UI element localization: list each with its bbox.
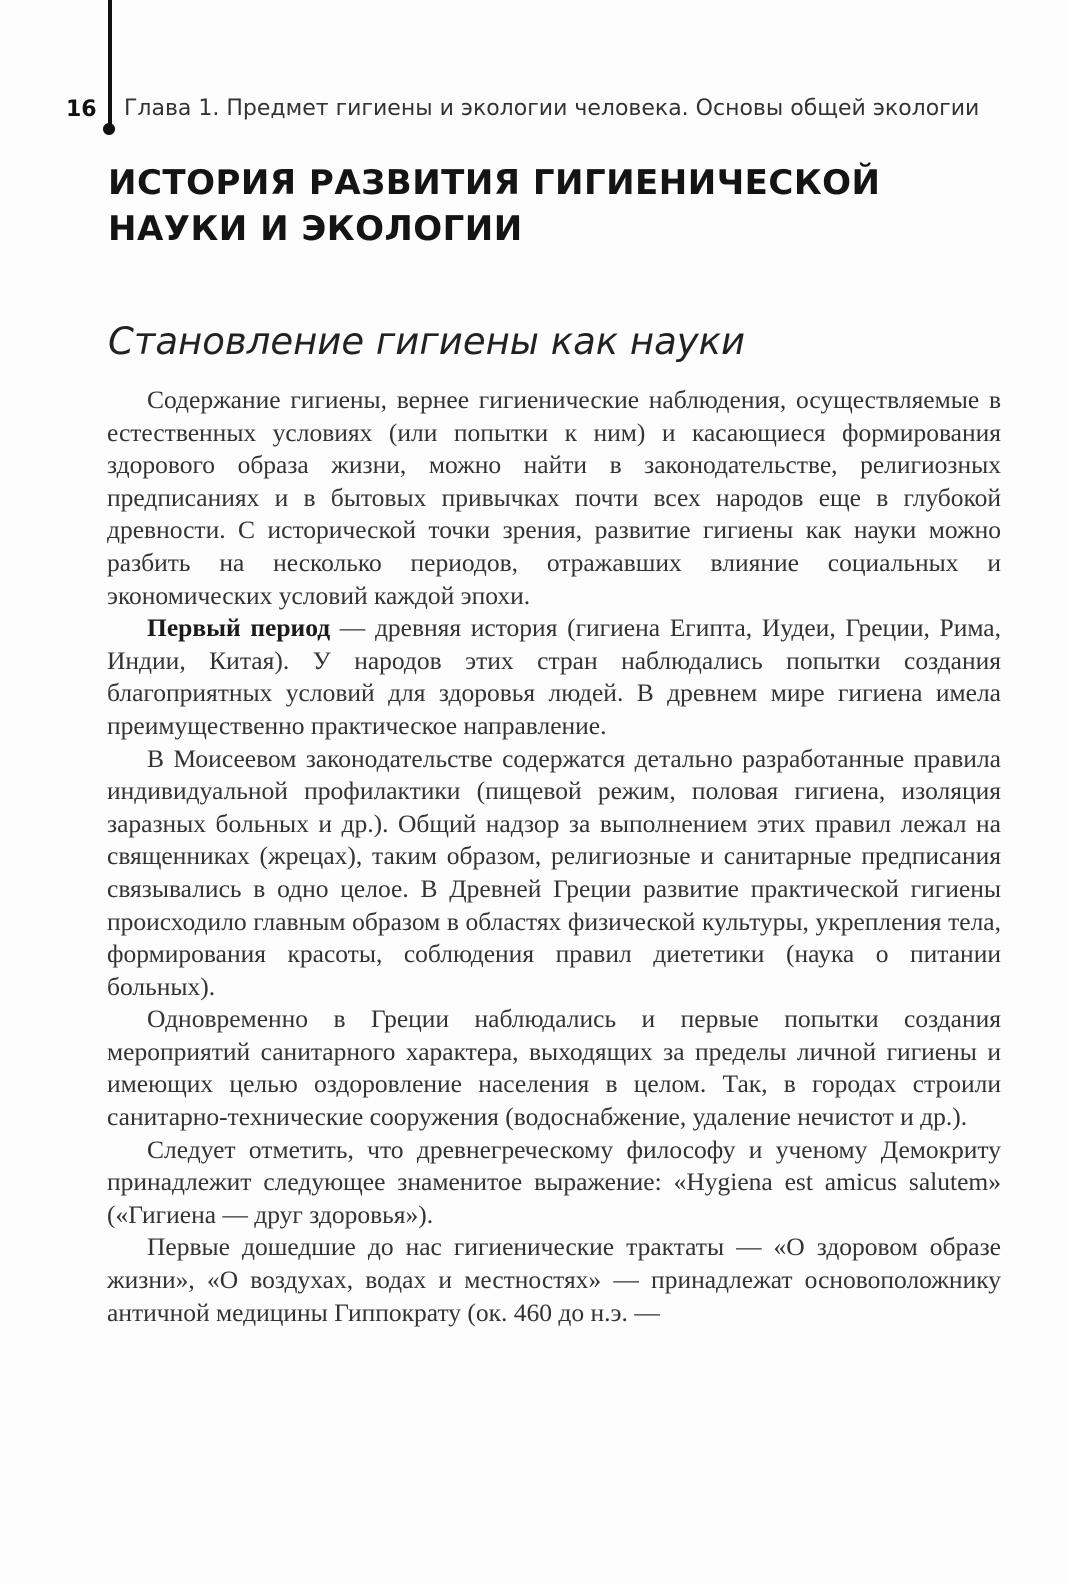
subsection-title: Становление гигиены как науки — [108, 320, 746, 363]
paragraph-3: В Моисеевом законодательстве содержатся детально разработанные правила индивидуальной профилактики (пищевой режим, половая гигиена, изоляция заразных больных и др.). Общий надзор за выполнением этих правил лежал на священниках (жрецах), таким образом, религиозные и санитарные предписания связывались в одно целое. В Древней Греции развитие практической гигиены происходило главным образом в областях физической культуры, укрепления тела, формирования красоты, соблюдения правил диететики (наука о питании больных). — [107, 743, 1001, 1001]
section-title-line-2: НАУКИ И ЭКОЛОГИИ — [108, 209, 523, 249]
body-text — [107, 384, 1001, 1329]
paragraph-1: Содержание гигиены, вернее гигиенические наблюдения, осуществляемые в естественных условиях (или попытки к ним) и касающиеся формирования здорового образа жизни, можно найти в законодательстве, религиозных предписаниях и в бытовых привычках почти всех народов еще в глубокой древности. С исторической точки зрения, развитие гигиены как науки можно разбить на несколько периодов, отражавших влияние социальных и экономических условий каждой эпохи. — [107, 385, 1001, 610]
margin-rule-dot — [103, 123, 115, 135]
paragraph-4: Одновременно в Греции наблюдались и первые попытки создания мероприятий санитарного характера, выходящих за пределы личной гигиены и имеющих целью оздоровление населения в целом. Так, в городах строили санитарно-технические сооружения (водоснабжение, удаление нечистот и др.). — [107, 1004, 1001, 1132]
section-title-line-1: ИСТОРИЯ РАЗВИТИЯ ГИГИЕНИЧЕСКОЙ — [108, 163, 881, 203]
paragraph-6: Первые дошедшие до нас гигиенические трактаты — «О здоровом образе жизни», «О воздухах, водах и местностях» — принадлежат основоположнику античной медицины Гиппократу (ок. 460 до н.э. — — [107, 1232, 1001, 1327]
running-header: Глава 1. Предмет гигиены и экологии человека. Основы общей экологии — [124, 96, 980, 121]
bold-lead: Первый период — [147, 613, 331, 643]
section-title — [108, 160, 968, 252]
margin-rule — [108, 0, 112, 128]
paragraph-5: Следует отметить, что древнегреческому философу и ученому Демокриту принадлежит следующее знаменитое выражение: «Hygiena est amicus salutem» («Гигиена — друг здоровья»). — [107, 1134, 1001, 1229]
page-number: 16 — [66, 97, 97, 122]
paragraph-2: Первый период — древняя история (гигиена Египта, Иудеи, Греции, Рима, Индии, Китая). У народов этих стран наблюдались попытки создания благоприятных условий для здоровья людей. В древнем мире гигиена имела преимущественно практическое направление. — [107, 613, 1001, 740]
